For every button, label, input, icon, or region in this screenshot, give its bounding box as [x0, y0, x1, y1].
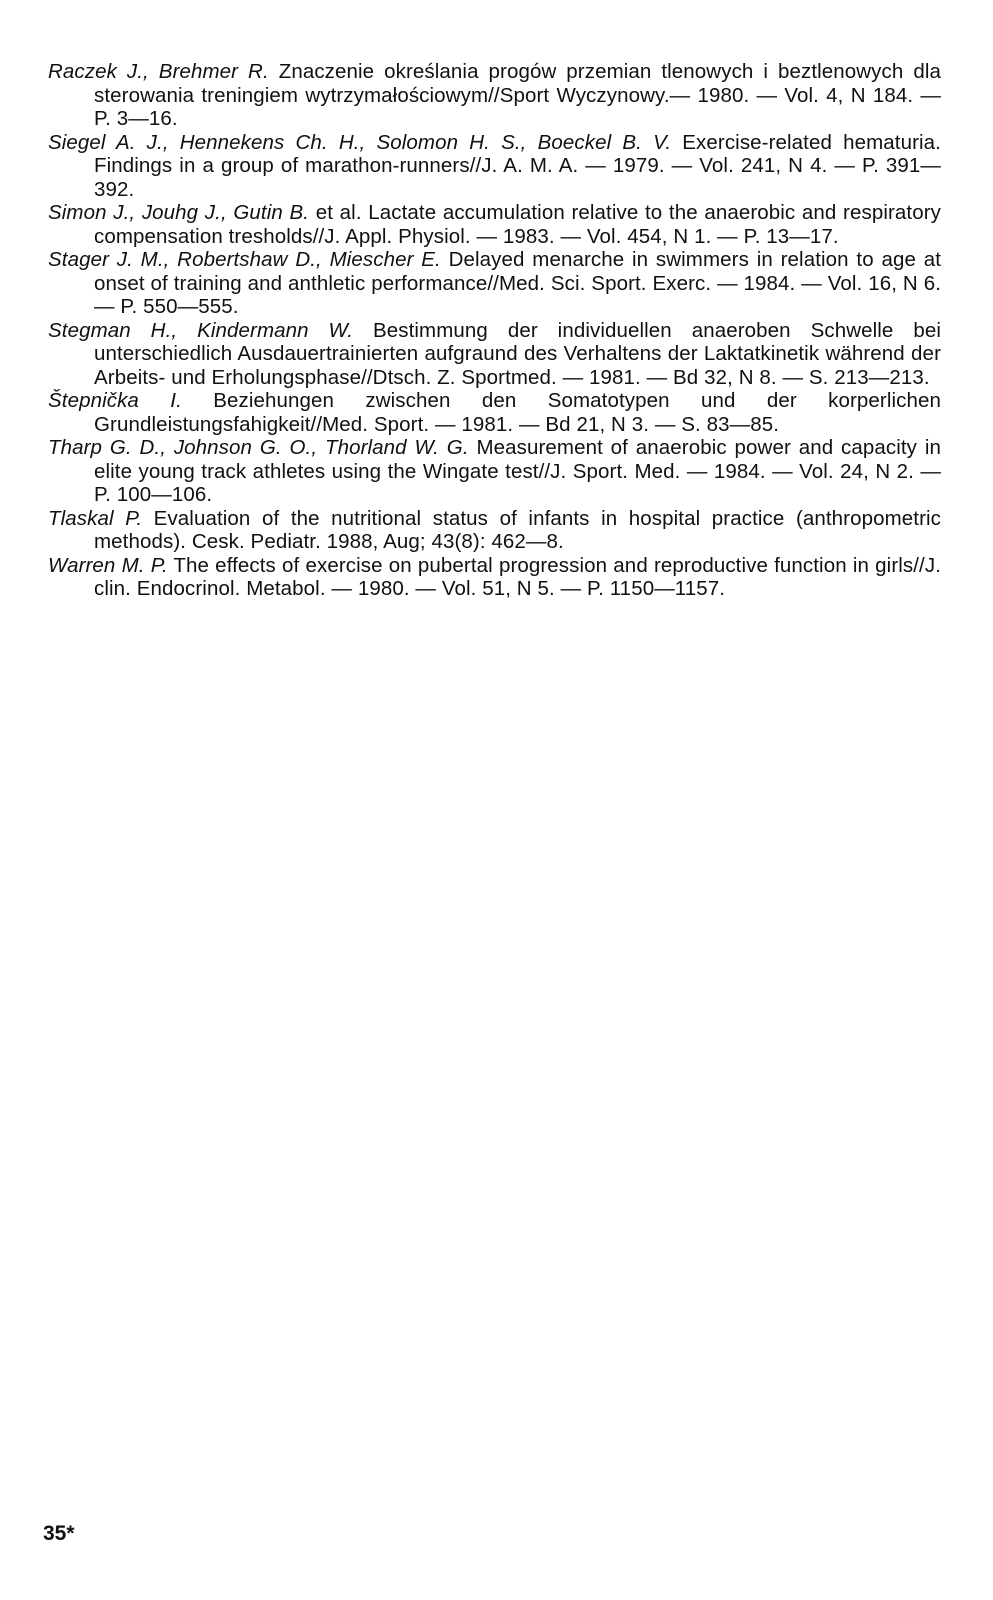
reference-text: Delayed menarche in swimmers in relation to age at onset of training and anthletic performance//Med. Sci. Sport. Exerc. — 1984. — Vol. 16, N 6. — P. 550—555. [94, 248, 941, 318]
reference-text: Exercise-related hematuria. Findings in a group of marathon-runners//J. A. M. A. — 1979. — Vol. 241, N 4. — P. 391—392. [94, 130, 941, 201]
reference-entry [48, 319, 941, 390]
reference-text: Bestimmung der individuellen anaeroben Schwelle bei unterschiedlich Ausdauertrainierten aufgraund des Verhaltens der Laktatkinetik während der Arbeits- und Erholungsphase//Dtsch. Z. Sportmed. — 1981. — Bd 32, N 8. — S. 213—213. [94, 318, 942, 389]
reference-entry [48, 201, 941, 248]
reference-authors: Warren M. P. [48, 553, 168, 577]
reference-entry [48, 248, 941, 319]
page-number: 35* [43, 1522, 75, 1545]
reference-authors: Siegel A. J., Hennekens Ch. H., Solomon H. S., Boeckel B. V. [48, 130, 672, 154]
reference-entry [48, 436, 941, 507]
reference-text: et al. Lactate accumulation relative to the anaerobic and respiratory compensation tresholds//J. Appl. Physiol. — 1983. — Vol. 454, N 1. — P. 13—17. [94, 201, 941, 248]
reference-entry [48, 389, 941, 436]
reference-entry [48, 554, 941, 601]
reference-text: The effects of exercise on pubertal progression and reproductive function in girls//J. clin. Endocrinol. Metabol. — 1980. — Vol. 51, N 5. — P. 1150—1157. [94, 553, 941, 600]
reference-authors: Tharp G. D., Johnson G. O., Thorland W. G. [48, 436, 469, 459]
reference-authors: Štepnička I. [48, 389, 182, 412]
reference-entry [48, 60, 941, 131]
reference-entry [48, 507, 941, 554]
reference-list [48, 60, 941, 601]
reference-entry [48, 131, 941, 202]
reference-text: Beziehungen zwischen den Somatotypen und der korperlichen Grundleistungsfahigkeit//Med. Sport. — 1981. — Bd 21, N 3. — S. 83—85. [94, 389, 941, 436]
reference-text: Measurement of anaerobic power and capacity in elite young track athletes using the Wingate test//J. Sport. Med. — 1984. — Vol. 24, N 2. — P. 100—106. [94, 436, 941, 506]
reference-authors: Simon J., Jouhg J., Gutin B. [48, 201, 310, 224]
reference-text: Znaczenie określania progów przemian tlenowych i beztlenowych dla sterowania treningiem wytrzymałościowym//Sport Wyczynowy.— 1980. — Vol. 4, N 184. — P. 3—16. [94, 60, 941, 130]
reference-authors: Stager J. M., Robertshaw D., Miescher E. [48, 248, 441, 271]
reference-authors: Raczek J., Brehmer R. [48, 60, 269, 83]
reference-authors: Stegman H., Kindermann W. [48, 318, 354, 342]
reference-text: Evaluation of the nutritional status of infants in hospital practice (anthropometric methods). Cesk. Pediatr. 1988, Aug; 43(8): 462—8. [94, 506, 941, 553]
reference-authors: Tlaskal P. [48, 506, 143, 530]
